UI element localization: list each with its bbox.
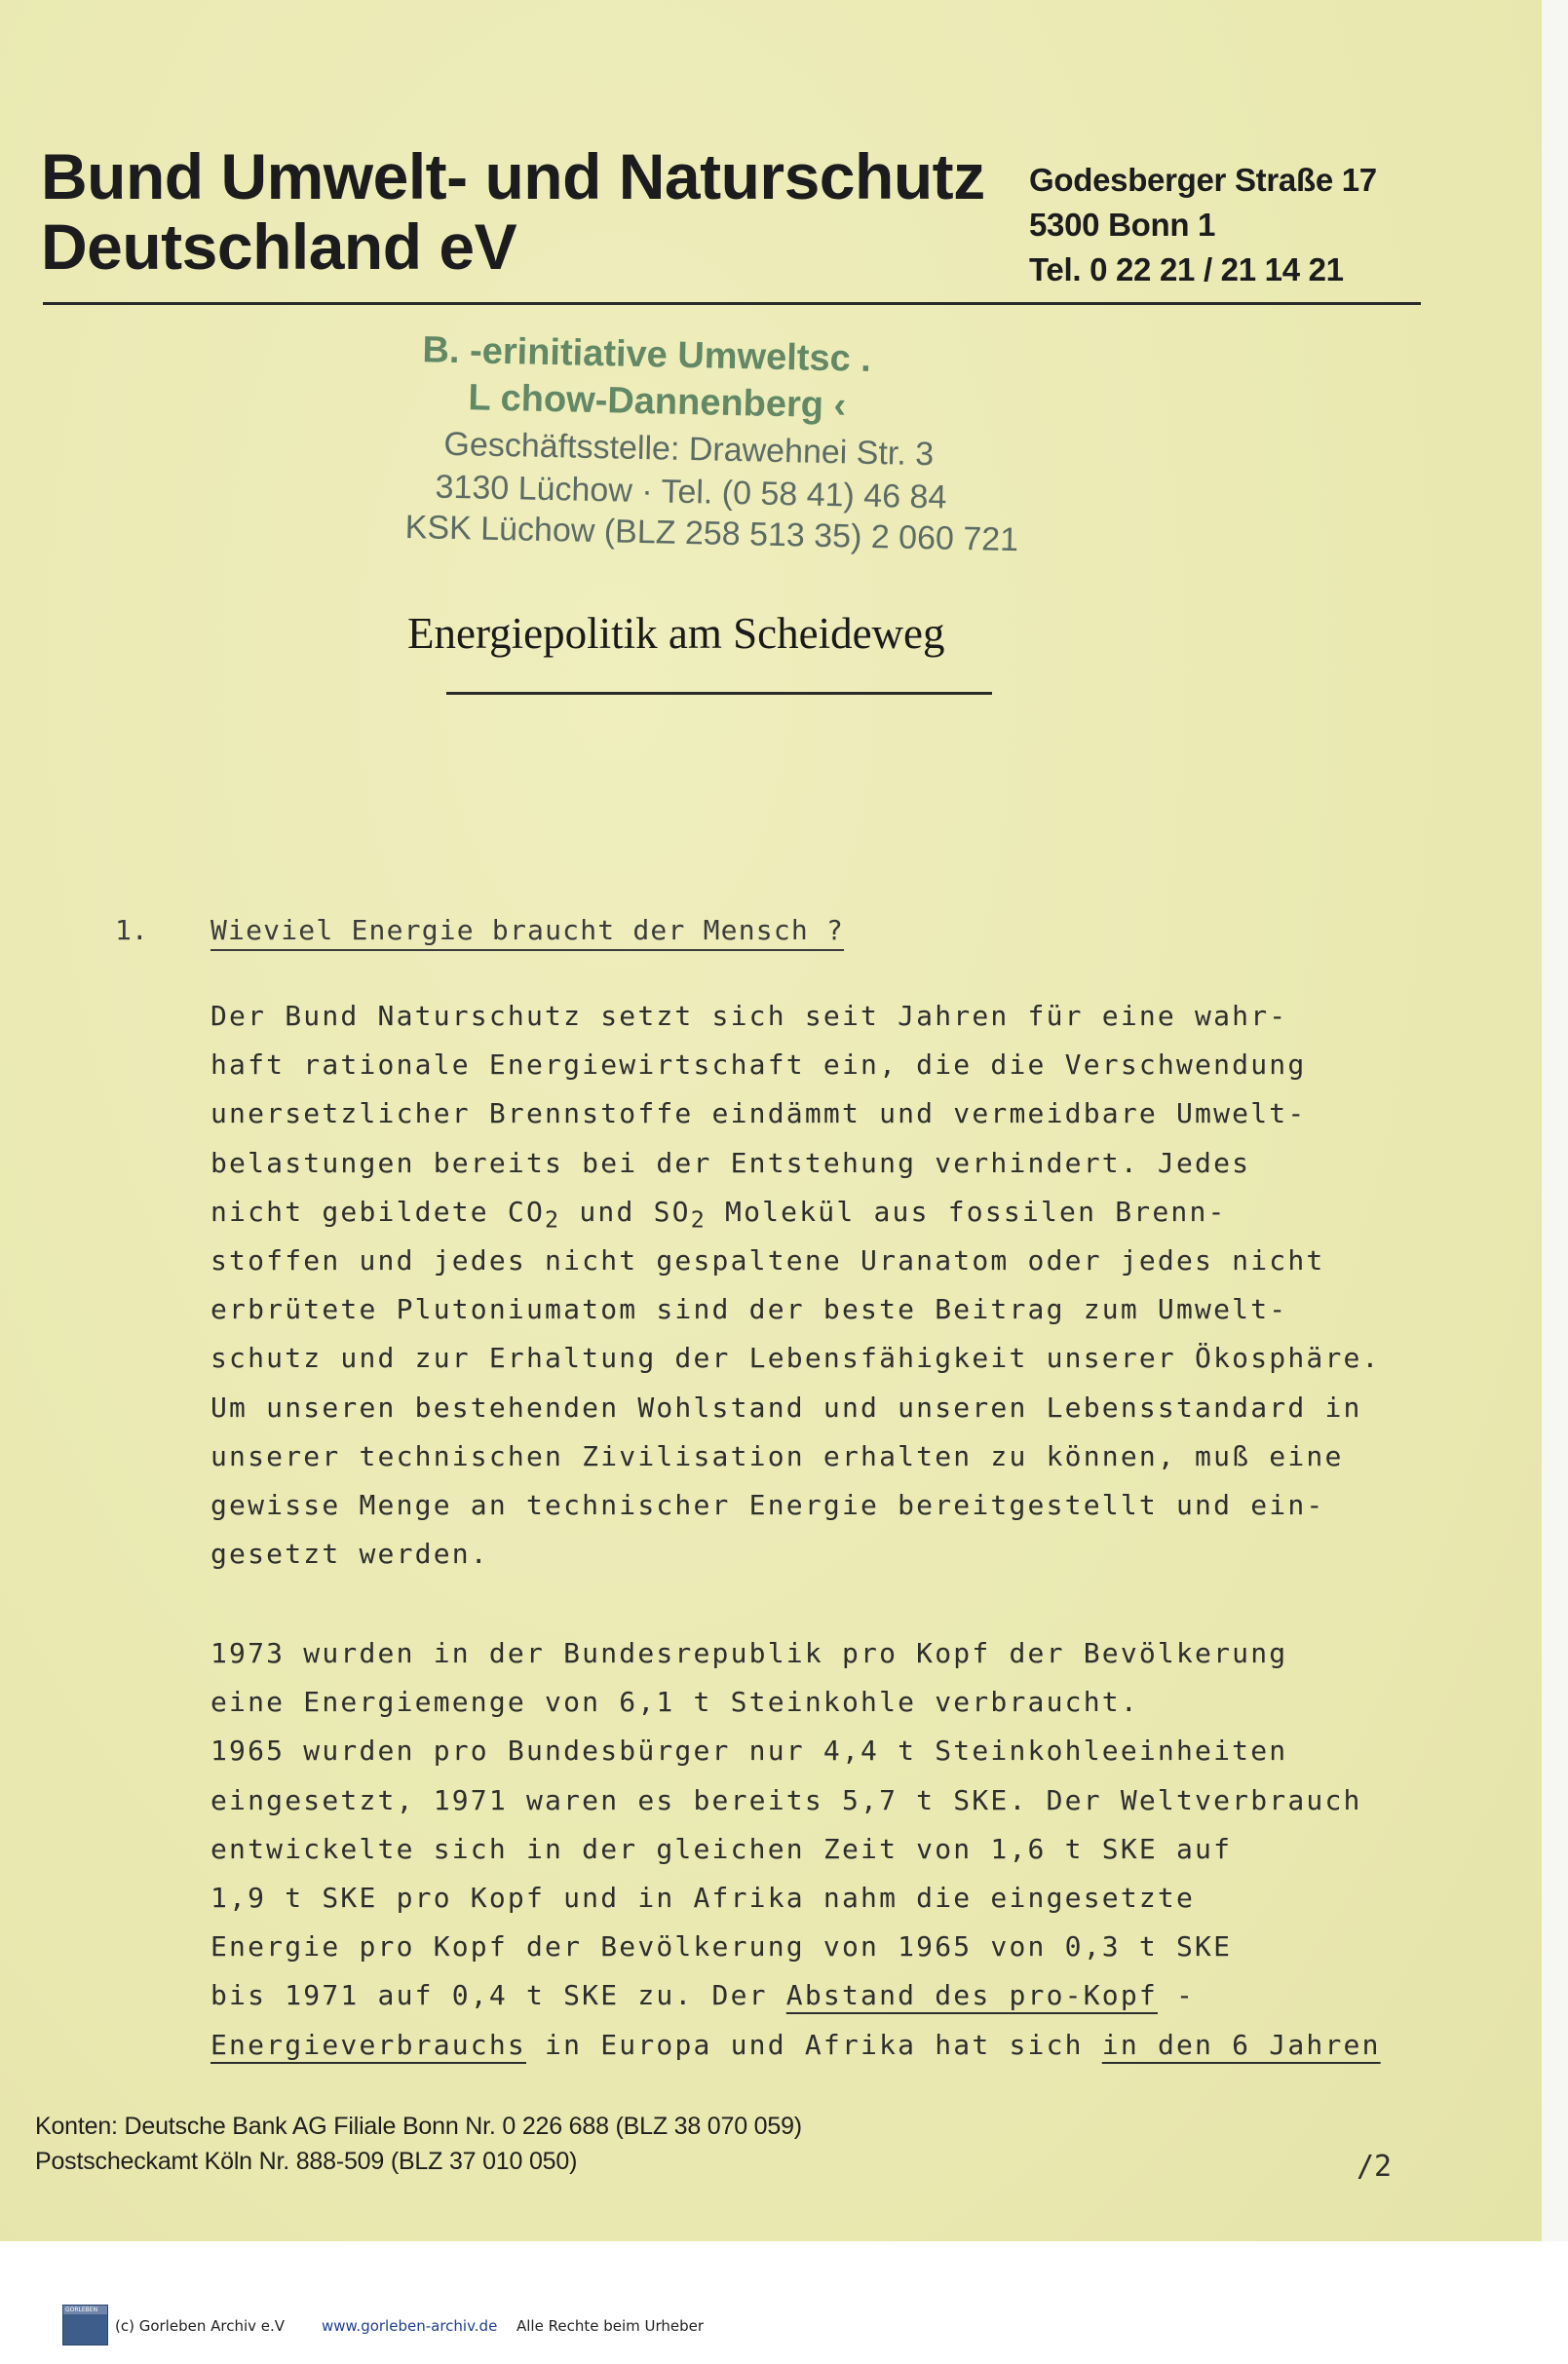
archive-footer — [0, 2241, 1568, 2364]
address-phone: Tel. 0 22 21 / 21 14 21 — [1029, 251, 1344, 287]
line8-dash: - — [1157, 1979, 1196, 2012]
gorleben-archive-logo — [62, 2305, 108, 2345]
co2-subscript: 2 — [545, 1205, 561, 1234]
address-street: Godesberger Straße 17 — [1029, 162, 1377, 198]
archive-rights: Alle Rechte beim Urheber — [516, 2317, 705, 2335]
archive-link[interactable]: www.gorleben-archiv.de — [322, 2317, 498, 2335]
so2-subscript: 2 — [690, 1205, 707, 1234]
bank-account-line-1: Konten: Deutsche Bank AG Filiale Bonn Nr. 0 226 688 (BLZ 38 070 059) — [35, 2113, 802, 2140]
stamp-line-3: Geschäftsstelle: Drawehnei Str. 3 — [443, 425, 935, 474]
text-line: 1,9 t SKE pro Kopf und in Afrika nahm die eingesetzte — [210, 1881, 1196, 1914]
underlined-phrase: in den 6 Jahren — [1101, 2028, 1381, 2061]
text-line: schutz und zur Erhaltung der Lebensfähigkeit unserer Ökosphäre. — [210, 1342, 1381, 1375]
molecule-text-b: und SO — [560, 1195, 691, 1228]
text-line: Energie pro Kopf der Bevölkerung von 1965 von 0,3 t SKE — [210, 1930, 1233, 1964]
text-line: unersetzlicher Brennstoffe eindämmt und vermeidbare Umwelt- — [210, 1097, 1307, 1130]
letterhead-organization — [41, 141, 985, 282]
letterhead-rule — [43, 302, 1421, 305]
text-line: haft rationale Energiewirtschaft ein, die die Verschwendung — [210, 1049, 1307, 1082]
text-line: Der Bund Naturschutz setzt sich seit Jahren für eine wahr- — [210, 1000, 1288, 1032]
org-name-line-1: Bund Umwelt- und Naturschutz — [41, 140, 985, 212]
text-line: gewisse Menge an technischer Energie bereitgestellt und ein- — [210, 1488, 1325, 1521]
line9-text: in Europa und Afrika hat sich — [525, 2028, 1102, 2061]
text-line — [210, 2021, 1477, 2070]
org-name-line-2: Deutschland eV — [41, 210, 517, 283]
bank-account-line-2: Postscheckamt Köln Nr. 888-509 (BLZ 37 010 050) — [35, 2148, 578, 2175]
page-continuation: /2 — [1357, 2150, 1393, 2184]
page-edge — [1542, 0, 1568, 2241]
underlined-phrase: Energieverbrauchs — [210, 2028, 526, 2061]
address-city: 5300 Bonn 1 — [1029, 207, 1216, 243]
stamp-line-4: 3130 Lüchow · Tel. (0 58 41) 46 84 — [435, 468, 947, 516]
stamp-line-2: L chow‑Dannenberg ‹ — [468, 377, 847, 427]
line8-text: bis 1971 auf 0,4 t SKE zu. Der — [210, 1979, 786, 2012]
text-line: 1973 wurden in der Bundesrepublik pro Kopf der Bevölkerung — [210, 1637, 1288, 1669]
text-line: eingesetzt, 1971 waren es bereits 5,7 t SKE. Der Weltverbrauch — [210, 1783, 1362, 1816]
text-line: gesetzt werden. — [210, 1538, 489, 1571]
molecule-text-a: nicht gebildete CO — [210, 1195, 546, 1228]
text-line: 1965 wurden pro Bundesbürger nur 4,4 t Steinkohleeinheiten — [210, 1735, 1288, 1768]
document-title: Energiepolitik am Scheideweg — [407, 609, 945, 658]
text-line — [210, 1971, 1477, 2020]
letterhead-address — [1029, 158, 1377, 292]
archive-copyright: (c) Gorleben Archiv e.V — [115, 2317, 286, 2335]
text-line: erbrütete Plutoniumatom sind der beste Beitrag zum Umwelt- — [210, 1293, 1288, 1326]
text-line: belastungen bereits bei der Entstehung verhindert. Jedes — [210, 1146, 1251, 1179]
text-line: Um unseren bestehenden Wohlstand und unseren Lebensstandard in — [210, 1391, 1362, 1424]
bank-accounts — [35, 2109, 802, 2179]
paragraph-1 — [210, 992, 1477, 1579]
section-heading: Wieviel Energie braucht der Mensch ? — [210, 914, 845, 946]
underlined-phrase: Abstand des pro-Kopf — [785, 1979, 1158, 2012]
text-line: unserer technischen Zivilisation erhalten zu können, muß eine — [210, 1439, 1344, 1472]
citizen-initiative-stamp — [404, 329, 1033, 566]
text-line: eine Energiemenge von 6,1 t Steinkohle verbraucht. — [210, 1686, 1139, 1719]
text-line: stoffen und jedes nicht gespaltene Uranatom oder jedes nicht — [210, 1243, 1325, 1277]
title-underline — [446, 692, 992, 695]
text-line: entwickelte sich in der gleichen Zeit von 1,6 t SKE auf — [210, 1832, 1233, 1865]
molecule-text-c: Molekül aus fossilen Brenn- — [706, 1195, 1227, 1228]
text-line-molecules — [210, 1188, 1477, 1237]
paragraph-2 — [210, 1629, 1477, 2070]
section-number: 1. — [115, 914, 148, 946]
logo-text: GORLEBEN — [65, 2307, 98, 2313]
stamp-line-5: KSK Lüchow (BLZ 258 513 35) 2 060 721 — [404, 508, 1019, 559]
stamp-line-1: B. ‑erinitiative Umweltsc . — [422, 329, 872, 380]
